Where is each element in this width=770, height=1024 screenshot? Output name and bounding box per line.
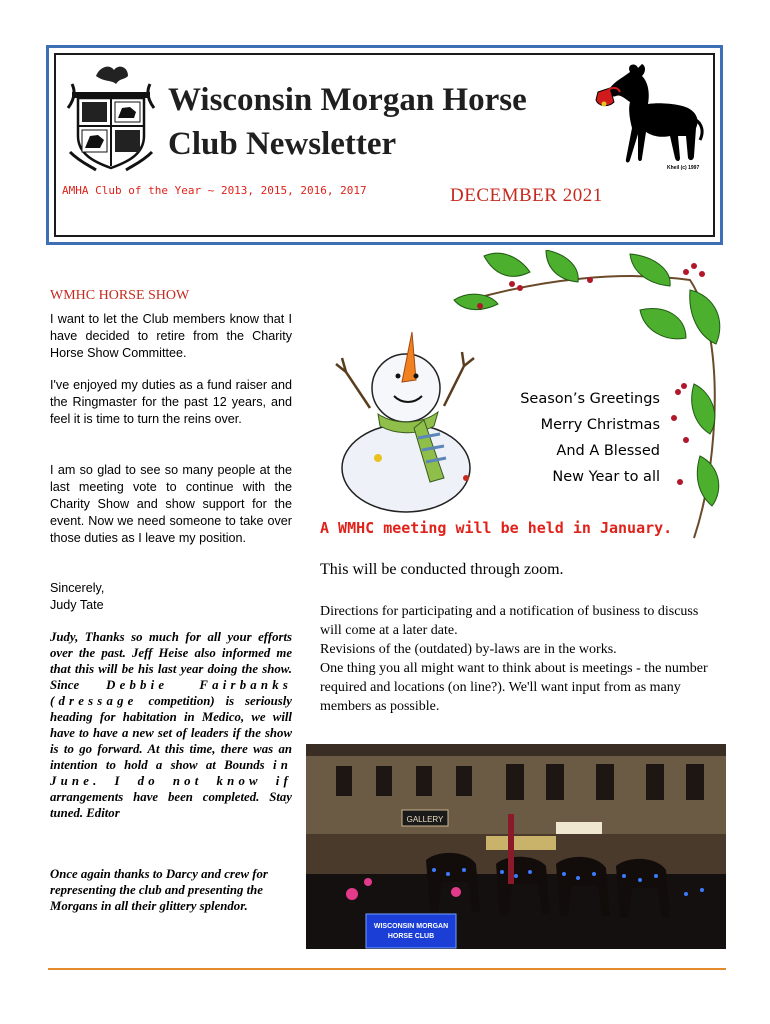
horse-show-heading: WMHC HORSE SHOW xyxy=(50,287,190,303)
horse-show-paragraph-2: I've enjoyed my duties as a fund raiser and the Ringmaster for the past 12 years, and feel it is time to turn the reins over. xyxy=(50,378,292,426)
issue-date: DECEMBER 2021 xyxy=(450,185,603,206)
horse-show-paragraph-1: I want to let the Club members know that I have decided to retire from the Charity Horse Show Committee. xyxy=(50,312,292,360)
building-sign-text: GALLERY xyxy=(406,815,444,824)
meeting-detail-3: One thing you all might want to think about is meetings - the number required and locations (on line?). We'll want input from as many members as possible. xyxy=(320,661,708,714)
horse-show-paragraph-3: I am so glad to see so many people at the last meeting vote to continue with the Charity Show and show support for the event. Now we need someone to take over those duties as I leave my position. xyxy=(50,463,292,545)
editor-note-part-a: Judy, Thanks so much for all your efforts over the past. Jeff Heise also informed me that this will be his last year doing the show. Since xyxy=(50,630,292,692)
club-of-year-tagline: AMHA Club of the Year ~ 2013, 2015, 2016, 2017 xyxy=(62,184,367,197)
editor-note-part-d: in June. I do not know if xyxy=(50,758,293,788)
title-line-2: Club Newsletter xyxy=(168,126,397,162)
meeting-announcement-heading: A WMHC meeting will be held in January. xyxy=(320,519,673,537)
signature-name: Judy Tate xyxy=(50,598,104,612)
meeting-zoom-note: This will be conducted through zoom. xyxy=(320,561,564,578)
greeting-line-4: New Year to all xyxy=(552,469,660,485)
closing-word: Sincerely, xyxy=(50,581,105,595)
greeting-line-1: Season’s Greetings xyxy=(520,391,660,407)
greeting-line-2: Merry Christmas xyxy=(540,417,660,433)
foal-with-bell-illustration xyxy=(590,62,708,174)
float-banner-line-1: WISCONSIN MORGAN xyxy=(373,923,449,930)
illustration-credit: Kheil (c) 1997 xyxy=(667,165,700,171)
float-banner-line-2: HORSE CLUB xyxy=(387,933,435,940)
meeting-detail-2: Revisions of the (outdated) by-laws are in the works. xyxy=(320,642,617,657)
newsletter-title xyxy=(168,78,588,166)
parade-photo xyxy=(306,744,726,949)
greeting-line-3: And A Blessed xyxy=(556,443,660,459)
thanks-note: Once again thanks to Darcy and crew for representing the club and presenting the Morgans in all their glittery splendor. xyxy=(50,867,268,913)
meeting-detail-1: Directions for participating and a notification of business to discuss will come at a later date. xyxy=(320,604,699,638)
footer-divider xyxy=(48,968,726,970)
editor-note xyxy=(50,629,292,821)
meeting-details xyxy=(320,602,715,716)
editor-note-part-e: arrangements have been completed. Stay tuned. Editor xyxy=(50,790,292,820)
editor-note-part-c: competition) is seriously heading for habitation in Medico, we will have to have a new set of leaders if the show is to go forward. At this time, there was an intention to hold a show at Bounds xyxy=(50,694,292,772)
letter-closing xyxy=(50,580,292,614)
title-line-1: Wisconsin Morgan Horse xyxy=(168,82,527,118)
club-crest-logo xyxy=(66,62,156,172)
editor-note-part-b: Debbie Fairbanks (dressage xyxy=(50,678,292,708)
seasons-greetings xyxy=(512,386,660,490)
